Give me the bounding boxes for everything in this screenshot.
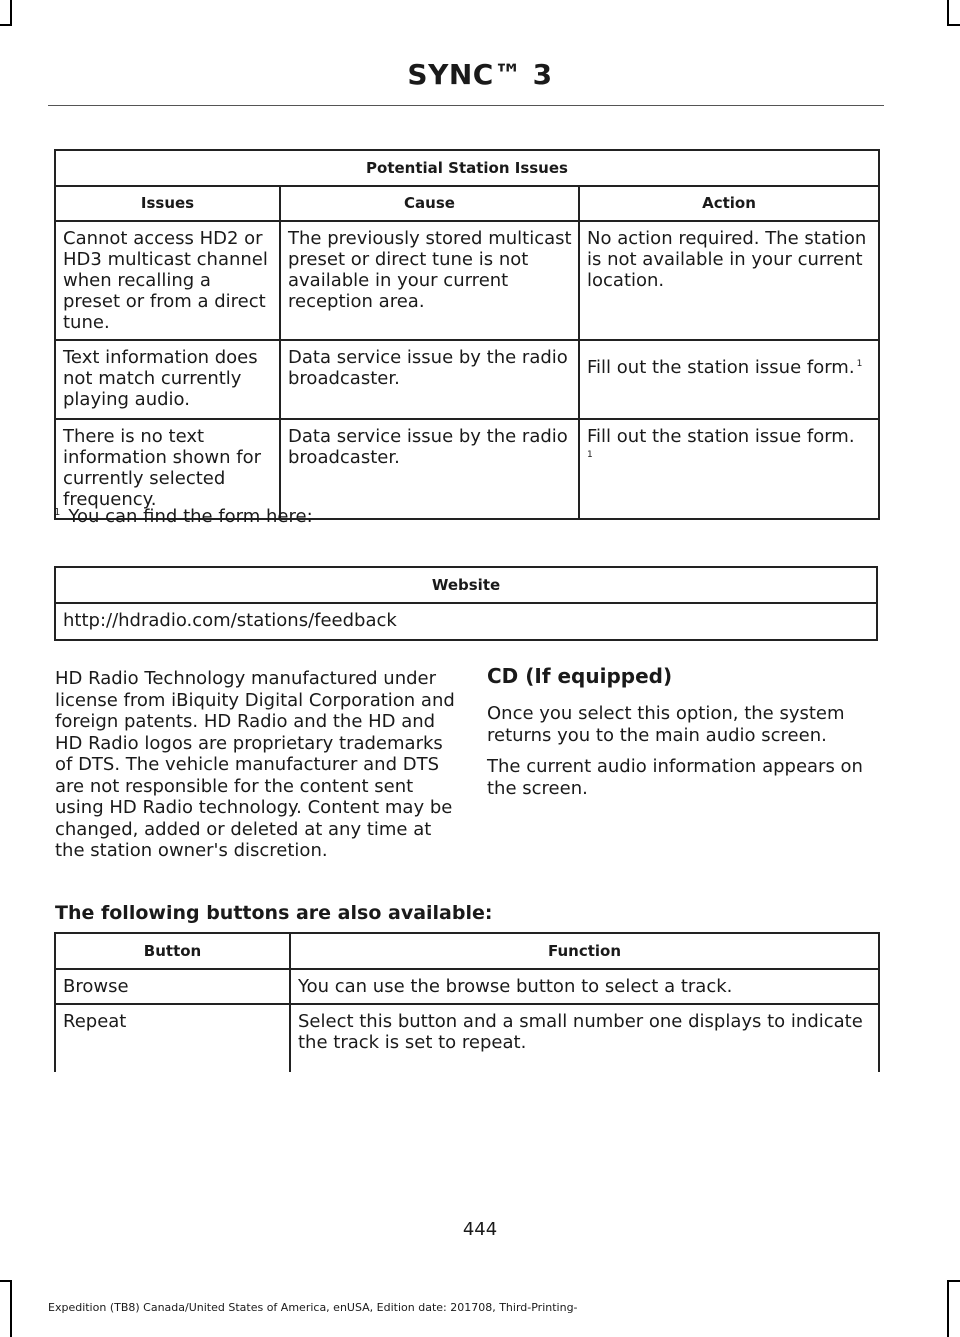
table-row bbox=[55, 603, 877, 640]
header-rule bbox=[48, 105, 884, 106]
buttons-table bbox=[54, 932, 880, 1072]
cause-cell: Data service issue by the radio broadcaster. bbox=[280, 419, 579, 519]
table-header-row bbox=[55, 567, 877, 603]
table-row bbox=[55, 1004, 879, 1072]
website-url: http://hdradio.com/stations/feedback bbox=[55, 603, 877, 640]
button-name-cell: Repeat bbox=[55, 1004, 290, 1072]
button-function-cell: Select this button and a small number one displays to indicate the track is set to repeat. bbox=[290, 1004, 879, 1072]
column-header-function: Function bbox=[290, 933, 879, 969]
action-cell bbox=[579, 340, 879, 419]
column-header-action: Action bbox=[579, 186, 879, 221]
crop-mark bbox=[947, 24, 960, 26]
cd-paragraph: The current audio information appears on the screen. bbox=[487, 756, 863, 799]
crop-mark bbox=[947, 1280, 949, 1337]
column-header-button: Button bbox=[55, 933, 290, 969]
cause-cell: The previously stored multicast preset or direct tune is not available in your current reception area. bbox=[280, 221, 579, 340]
table-caption: Potential Station Issues bbox=[55, 150, 879, 186]
crop-mark bbox=[0, 1280, 12, 1282]
action-cell bbox=[579, 419, 879, 519]
crop-mark bbox=[947, 1280, 960, 1282]
footnote-number: 1 bbox=[54, 507, 61, 518]
button-name-cell: Browse bbox=[55, 969, 290, 1004]
table-row bbox=[55, 969, 879, 1004]
crop-mark bbox=[10, 0, 12, 26]
issue-cell: There is no text information shown for currently selected frequency. bbox=[55, 419, 280, 519]
table-header-row bbox=[55, 186, 879, 221]
table-row bbox=[55, 419, 879, 519]
edition-footer: Expedition (TB8) Canada/United States of America, enUSA, Edition date: 201708, Third-Printing- bbox=[48, 1301, 578, 1314]
action-text: Fill out the station issue form. bbox=[587, 357, 855, 378]
footnote-reference: 1 bbox=[587, 450, 593, 460]
table-caption-row bbox=[55, 150, 879, 186]
crop-mark bbox=[947, 0, 949, 26]
buttons-heading: The following buttons are also available: bbox=[55, 902, 493, 924]
button-function-cell: You can use the browse button to select a track. bbox=[290, 969, 879, 1004]
table-row bbox=[55, 340, 879, 419]
action-text: Fill out the station issue form. bbox=[587, 426, 855, 447]
issue-cell: Cannot access HD2 or HD3 multicast channel when recalling a preset or from a direct tune. bbox=[55, 221, 280, 340]
table-header-row bbox=[55, 933, 879, 969]
hd-radio-paragraph: HD Radio Technology manufactured under license from iBiquity Digital Corporation and foreign patents. HD Radio and the HD and HD Radio logos are proprietary trademarks of DTS. The vehicle manufacturer and DTS are not responsible for the content sent using HD Radio technology. Content may be changed, added or deleted at any time at the station owner's discretion. bbox=[55, 668, 455, 861]
table-row bbox=[55, 221, 879, 340]
cd-paragraph: Once you select this option, the system returns you to the main audio screen. bbox=[487, 703, 845, 746]
footnote-text: You can find the form here: bbox=[68, 506, 313, 527]
column-header-issues: Issues bbox=[55, 186, 280, 221]
issue-cell: Text information does not match currently playing audio. bbox=[55, 340, 280, 419]
page-title: SYNC™ 3 bbox=[407, 58, 553, 91]
crop-mark bbox=[10, 1280, 12, 1337]
cd-heading: CD (If equipped) bbox=[487, 664, 673, 688]
cause-cell: Data service issue by the radio broadcaster. bbox=[280, 340, 579, 419]
crop-mark bbox=[0, 24, 12, 26]
column-header-website: Website bbox=[55, 567, 877, 603]
footnote bbox=[54, 506, 313, 528]
column-header-cause: Cause bbox=[280, 186, 579, 221]
action-cell: No action required. The station is not available in your current location. bbox=[579, 221, 879, 340]
website-table bbox=[54, 566, 878, 641]
station-issues-table bbox=[54, 149, 880, 520]
page-number: 444 bbox=[462, 1219, 498, 1240]
footnote-reference: 1 bbox=[856, 359, 863, 369]
